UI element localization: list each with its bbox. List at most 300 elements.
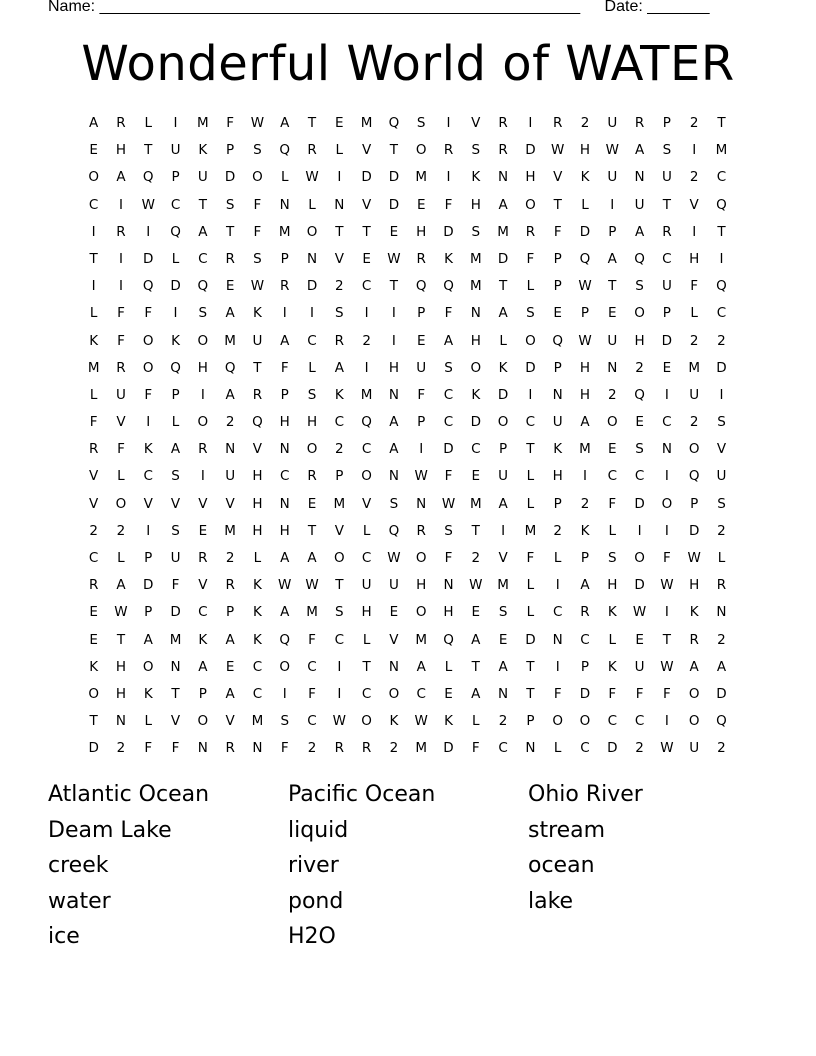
grid-letter[interactable]: N — [334, 196, 345, 213]
grid-letter[interactable]: M — [224, 522, 236, 539]
grid-letter[interactable]: H — [279, 522, 290, 539]
grid-letter[interactable]: K — [89, 332, 99, 349]
grid-letter[interactable]: L — [526, 604, 535, 621]
grid-letter[interactable]: 2 — [116, 522, 126, 539]
grid-letter[interactable]: U — [689, 386, 700, 403]
grid-letter[interactable]: Q — [716, 713, 727, 730]
grid-letter[interactable]: D — [88, 740, 99, 757]
grid-letter[interactable]: H — [115, 142, 127, 159]
grid-letter[interactable]: A — [416, 658, 426, 675]
grid-letter[interactable]: T — [498, 278, 508, 295]
grid-letter[interactable]: L — [444, 658, 453, 675]
grid-letter[interactable]: H — [252, 522, 263, 539]
grid-letter[interactable]: L — [553, 740, 562, 757]
grid-letter[interactable]: U — [607, 332, 618, 349]
grid-letter[interactable]: H — [252, 468, 263, 485]
grid-letter[interactable]: D — [361, 169, 372, 186]
grid-letter[interactable]: V — [116, 414, 126, 431]
grid-letter[interactable]: H — [579, 142, 591, 159]
grid-letter[interactable]: F — [444, 305, 453, 322]
grid-letter[interactable]: O — [525, 332, 536, 349]
grid-letter[interactable]: R — [225, 577, 235, 594]
grid-letter[interactable]: A — [116, 169, 126, 186]
grid-letter[interactable]: C — [443, 414, 454, 431]
grid-letter[interactable]: O — [497, 414, 509, 431]
grid-letter[interactable]: K — [444, 713, 453, 730]
grid-letter[interactable]: Q — [688, 468, 700, 485]
grid-letter[interactable]: I — [337, 685, 342, 702]
grid-letter[interactable]: S — [635, 441, 644, 458]
grid-letter[interactable]: F — [171, 577, 180, 594]
grid-letter[interactable]: R — [498, 115, 508, 131]
grid-letter[interactable]: D — [143, 250, 154, 267]
grid-letter[interactable]: A — [443, 332, 454, 349]
grid-letter[interactable]: O — [306, 441, 318, 458]
grid-letter[interactable]: S — [662, 142, 672, 159]
grid-letter[interactable]: Q — [716, 196, 727, 213]
grid-letter[interactable]: F — [526, 250, 535, 267]
grid-letter[interactable]: U — [607, 115, 618, 131]
grid-letter[interactable]: V — [361, 142, 372, 159]
grid-letter[interactable]: H — [388, 359, 399, 376]
grid-letter[interactable]: K — [198, 142, 208, 159]
grid-letter[interactable]: A — [198, 658, 208, 675]
grid-letter[interactable]: Q — [197, 278, 209, 295]
grid-letter[interactable]: K — [334, 386, 344, 403]
grid-letter[interactable]: Q — [142, 169, 154, 186]
grid-letter[interactable]: E — [307, 495, 317, 512]
grid-letter[interactable]: S — [389, 495, 399, 512]
grid-letter[interactable]: O — [688, 713, 700, 730]
grid-letter[interactable]: N — [388, 468, 399, 485]
grid-letter[interactable]: P — [526, 713, 535, 730]
grid-letter[interactable]: M — [306, 604, 318, 621]
grid-letter[interactable]: 2 — [389, 740, 399, 757]
grid-letter[interactable]: H — [470, 332, 481, 349]
grid-letter[interactable]: H — [197, 359, 208, 376]
grid-letter[interactable]: W — [250, 115, 265, 131]
grid-letter[interactable]: F — [526, 550, 535, 566]
grid-letter[interactable]: F — [663, 550, 671, 566]
grid-letter[interactable]: N — [388, 658, 399, 675]
grid-letter[interactable]: R — [416, 522, 426, 539]
grid-letter[interactable]: D — [634, 495, 645, 512]
grid-letter[interactable]: U — [225, 468, 236, 485]
grid-letter[interactable]: I — [419, 441, 424, 458]
grid-letter[interactable]: V — [198, 495, 208, 512]
grid-letter[interactable]: I — [118, 196, 123, 213]
grid-letter[interactable]: L — [89, 305, 98, 322]
grid-letter[interactable]: V — [89, 495, 99, 512]
grid-letter[interactable]: V — [170, 495, 181, 512]
grid-letter[interactable]: Q — [388, 115, 400, 131]
grid-letter[interactable]: 2 — [307, 740, 317, 757]
grid-letter[interactable]: F — [663, 685, 671, 702]
grid-letter[interactable]: P — [608, 223, 617, 240]
grid-letter[interactable]: E — [471, 468, 481, 485]
grid-letter[interactable]: O — [361, 713, 372, 730]
grid-letter[interactable]: 2 — [607, 386, 617, 403]
grid-letter[interactable]: N — [279, 441, 290, 458]
grid-letter[interactable]: V — [716, 441, 727, 458]
grid-letter[interactable]: E — [335, 115, 344, 131]
grid-letter[interactable]: Q — [170, 359, 181, 376]
grid-letter[interactable]: C — [634, 713, 645, 730]
grid-letter[interactable]: 2 — [116, 740, 126, 757]
grid-letter[interactable]: C — [716, 305, 727, 322]
grid-letter[interactable]: A — [225, 631, 235, 648]
grid-letter[interactable]: D — [388, 169, 400, 186]
grid-letter[interactable]: I — [118, 278, 123, 295]
grid-letter[interactable]: L — [472, 713, 480, 730]
grid-letter[interactable]: M — [169, 631, 182, 648]
grid-letter[interactable]: D — [388, 196, 400, 213]
grid-letter[interactable]: M — [497, 223, 509, 240]
grid-letter[interactable]: A — [225, 685, 235, 702]
grid-letter[interactable]: 2 — [717, 332, 726, 349]
grid-letter[interactable]: A — [389, 441, 399, 458]
grid-letter[interactable]: C — [580, 631, 590, 648]
grid-letter[interactable]: U — [116, 386, 126, 403]
grid-letter[interactable]: A — [334, 359, 344, 376]
grid-letter[interactable]: C — [361, 278, 372, 295]
grid-letter[interactable]: P — [280, 386, 289, 403]
grid-letter[interactable]: O — [470, 359, 482, 376]
grid-letter[interactable]: C — [252, 685, 263, 702]
grid-letter[interactable]: R — [334, 332, 345, 349]
grid-letter[interactable]: N — [607, 359, 618, 376]
grid-letter[interactable]: M — [469, 250, 482, 267]
grid-letter[interactable]: R — [498, 142, 508, 159]
grid-letter[interactable]: D — [607, 740, 618, 757]
grid-letter[interactable]: U — [498, 468, 509, 485]
grid-letter[interactable]: T — [226, 223, 235, 240]
grid-letter[interactable]: I — [310, 305, 315, 322]
grid-letter[interactable]: S — [416, 115, 426, 131]
grid-letter[interactable]: I — [664, 713, 669, 730]
grid-letter[interactable]: U — [634, 658, 645, 675]
grid-letter[interactable]: H — [525, 169, 536, 186]
grid-letter[interactable]: T — [608, 278, 617, 295]
grid-letter[interactable]: K — [689, 604, 699, 621]
grid-letter[interactable]: T — [553, 196, 562, 213]
grid-letter[interactable]: P — [171, 169, 180, 186]
grid-letter[interactable]: H — [416, 577, 427, 594]
grid-letter[interactable]: I — [282, 305, 287, 322]
grid-letter[interactable]: E — [416, 332, 426, 349]
grid-letter[interactable]: R — [443, 142, 454, 159]
grid-letter[interactable]: C — [307, 332, 317, 349]
grid-letter[interactable]: T — [116, 631, 126, 648]
grid-letter[interactable]: I — [555, 658, 560, 675]
grid-letter[interactable]: M — [224, 332, 236, 349]
grid-letter[interactable]: W — [578, 332, 592, 349]
grid-letter[interactable]: A — [280, 550, 290, 566]
grid-letter[interactable]: V — [225, 495, 235, 512]
grid-letter[interactable]: 2 — [471, 550, 481, 566]
grid-letter[interactable]: E — [471, 604, 481, 621]
grid-letter[interactable]: C — [634, 468, 645, 485]
grid-letter[interactable]: Q — [443, 278, 454, 295]
grid-letter[interactable]: A — [498, 658, 508, 675]
grid-letter[interactable]: T — [307, 522, 317, 539]
grid-letter[interactable]: T — [471, 658, 480, 675]
grid-letter[interactable]: C — [307, 713, 317, 730]
grid-letter[interactable]: L — [117, 550, 125, 566]
grid-letter[interactable]: E — [608, 305, 617, 322]
grid-letter[interactable]: T — [144, 142, 153, 159]
grid-letter[interactable]: D — [634, 577, 645, 594]
grid-letter[interactable]: V — [225, 713, 235, 730]
grid-letter[interactable]: V — [334, 522, 344, 539]
grid-letter[interactable]: N — [634, 169, 645, 186]
grid-letter[interactable]: P — [198, 685, 207, 702]
grid-letter[interactable]: K — [253, 604, 262, 621]
grid-letter[interactable]: L — [171, 250, 180, 267]
grid-letter[interactable]: E — [225, 658, 235, 675]
grid-letter[interactable]: W — [332, 713, 346, 730]
grid-letter[interactable]: W — [551, 142, 565, 159]
grid-letter[interactable]: O — [197, 414, 209, 431]
grid-letter[interactable]: T — [89, 250, 98, 267]
grid-letter[interactable]: F — [444, 196, 453, 213]
grid-letter[interactable]: N — [115, 713, 126, 730]
grid-letter[interactable]: K — [389, 713, 399, 730]
grid-letter[interactable]: L — [581, 196, 589, 213]
grid-letter[interactable]: F — [144, 305, 153, 322]
grid-letter[interactable]: I — [719, 250, 724, 267]
grid-letter[interactable]: P — [417, 305, 426, 322]
grid-letter[interactable]: C — [361, 550, 372, 566]
grid-letter[interactable]: K — [580, 522, 590, 539]
grid-letter[interactable]: E — [389, 223, 399, 240]
grid-letter[interactable]: E — [89, 604, 98, 621]
grid-letter[interactable]: D — [661, 332, 673, 349]
grid-letter[interactable]: 2 — [717, 631, 726, 648]
grid-letter[interactable]: 2 — [717, 522, 726, 539]
grid-letter[interactable]: W — [305, 577, 319, 594]
grid-letter[interactable]: L — [526, 278, 535, 295]
grid-letter[interactable]: R — [307, 142, 317, 159]
grid-letter[interactable]: N — [388, 386, 399, 403]
grid-letter[interactable]: S — [471, 142, 481, 159]
grid-letter[interactable]: 2 — [225, 414, 235, 431]
grid-letter[interactable]: R — [225, 250, 235, 267]
grid-letter[interactable]: E — [362, 250, 371, 267]
grid-letter[interactable]: M — [415, 740, 428, 757]
grid-letter[interactable]: H — [306, 414, 318, 431]
grid-letter[interactable]: H — [470, 196, 481, 213]
grid-letter[interactable]: K — [143, 441, 153, 458]
grid-letter[interactable]: T — [662, 196, 671, 213]
grid-letter[interactable]: C — [361, 685, 372, 702]
grid-letter[interactable]: C — [580, 740, 590, 757]
grid-letter[interactable]: R — [116, 359, 126, 376]
grid-letter[interactable]: 2 — [498, 713, 508, 730]
grid-letter[interactable]: I — [173, 305, 178, 322]
grid-letter[interactable]: K — [89, 658, 99, 675]
grid-letter[interactable]: E — [608, 441, 617, 458]
grid-letter[interactable]: 2 — [635, 740, 644, 757]
grid-letter[interactable]: K — [143, 685, 153, 702]
grid-letter[interactable]: N — [525, 740, 536, 757]
grid-letter[interactable]: F — [608, 495, 617, 512]
grid-letter[interactable]: S — [253, 250, 262, 267]
grid-letter[interactable]: V — [89, 468, 99, 485]
grid-letter[interactable]: D — [170, 604, 181, 621]
grid-letter[interactable]: O — [415, 604, 427, 621]
grid-letter[interactable]: V — [471, 115, 481, 131]
grid-letter[interactable]: 2 — [362, 332, 371, 349]
grid-letter[interactable]: I — [391, 305, 396, 322]
grid-letter[interactable]: D — [525, 359, 536, 376]
grid-letter[interactable]: O — [361, 468, 372, 485]
grid-letter[interactable]: D — [306, 278, 318, 295]
grid-letter[interactable]: A — [580, 414, 590, 431]
grid-letter[interactable]: P — [335, 468, 344, 485]
grid-letter[interactable]: E — [635, 414, 644, 431]
grid-letter[interactable]: Q — [634, 386, 645, 403]
grid-letter[interactable]: A — [280, 604, 290, 621]
grid-letter[interactable]: W — [387, 550, 401, 566]
grid-letter[interactable]: D — [716, 359, 727, 376]
grid-letter[interactable]: M — [197, 115, 209, 131]
grid-letter[interactable]: S — [225, 196, 235, 213]
grid-letter[interactable]: F — [444, 550, 453, 566]
grid-letter[interactable]: L — [553, 550, 562, 566]
grid-letter[interactable]: I — [501, 522, 506, 539]
grid-letter[interactable]: U — [170, 142, 181, 159]
grid-letter[interactable]: W — [578, 278, 592, 295]
grid-letter[interactable]: R — [689, 631, 699, 648]
grid-letter[interactable]: L — [253, 550, 262, 566]
grid-letter[interactable]: K — [607, 658, 617, 675]
grid-letter[interactable]: E — [416, 196, 426, 213]
grid-letter[interactable]: M — [278, 223, 291, 240]
grid-letter[interactable]: K — [471, 386, 481, 403]
grid-letter[interactable]: N — [279, 495, 290, 512]
grid-letter[interactable]: D — [224, 169, 236, 186]
grid-letter[interactable]: U — [607, 169, 618, 186]
grid-letter[interactable]: T — [362, 223, 371, 240]
grid-letter[interactable]: U — [416, 359, 427, 376]
grid-letter[interactable]: F — [144, 386, 153, 403]
grid-letter[interactable]: V — [361, 495, 372, 512]
grid-letter[interactable]: Q — [634, 250, 645, 267]
grid-letter[interactable]: Q — [388, 522, 400, 539]
grid-letter[interactable]: C — [280, 468, 290, 485]
grid-letter[interactable]: R — [553, 115, 563, 131]
grid-letter[interactable]: W — [114, 604, 128, 621]
grid-letter[interactable]: N — [197, 740, 208, 757]
grid-letter[interactable]: L — [717, 550, 726, 566]
grid-letter[interactable]: T — [526, 441, 535, 458]
grid-letter[interactable]: O — [388, 685, 400, 702]
grid-letter[interactable]: S — [498, 604, 508, 621]
grid-letter[interactable]: A — [607, 250, 617, 267]
grid-letter[interactable]: C — [88, 550, 99, 566]
grid-letter[interactable]: L — [308, 196, 316, 213]
grid-letter[interactable]: L — [308, 359, 316, 376]
grid-letter[interactable]: I — [555, 577, 560, 594]
grid-letter[interactable]: I — [719, 386, 724, 403]
grid-letter[interactable]: O — [142, 359, 154, 376]
grid-letter[interactable]: K — [471, 169, 481, 186]
grid-letter[interactable]: F — [117, 305, 125, 322]
grid-letter[interactable]: F — [553, 223, 562, 240]
grid-letter[interactable]: Q — [279, 142, 291, 159]
grid-letter[interactable]: K — [498, 359, 508, 376]
grid-letter[interactable]: L — [335, 142, 344, 159]
grid-letter[interactable]: O — [661, 495, 673, 512]
grid-letter[interactable]: 2 — [689, 115, 699, 131]
grid-letter[interactable]: H — [416, 223, 427, 240]
grid-letter[interactable]: W — [141, 196, 155, 213]
grid-letter[interactable]: 2 — [335, 441, 344, 458]
grid-letter[interactable]: C — [607, 468, 617, 485]
grid-letter[interactable]: I — [146, 522, 151, 539]
grid-letter[interactable]: S — [608, 550, 617, 566]
grid-letter[interactable]: D — [170, 278, 181, 295]
grid-letter[interactable]: I — [146, 414, 151, 431]
grid-letter[interactable]: O — [634, 550, 645, 566]
grid-letter[interactable]: W — [469, 577, 483, 594]
grid-letter[interactable]: Q — [279, 631, 291, 648]
grid-letter[interactable]: U — [634, 196, 645, 213]
grid-letter[interactable]: 2 — [335, 278, 344, 295]
grid-letter[interactable]: I — [664, 522, 669, 539]
grid-letter[interactable]: P — [580, 550, 590, 566]
grid-letter[interactable]: S — [253, 142, 262, 159]
grid-letter[interactable]: R — [116, 223, 126, 240]
grid-letter[interactable]: T — [362, 658, 371, 675]
grid-letter[interactable]: P — [553, 359, 562, 376]
grid-letter[interactable]: W — [387, 250, 401, 267]
grid-letter[interactable]: S — [471, 223, 481, 240]
grid-letter[interactable]: A — [471, 631, 481, 648]
grid-letter[interactable]: N — [498, 169, 509, 186]
grid-letter[interactable]: U — [689, 740, 700, 757]
grid-letter[interactable]: C — [170, 196, 181, 213]
grid-letter[interactable]: A — [280, 332, 290, 349]
grid-letter[interactable]: T — [389, 142, 399, 159]
grid-letter[interactable]: C — [361, 441, 372, 458]
grid-letter[interactable]: H — [689, 577, 700, 594]
grid-letter[interactable]: S — [526, 305, 535, 322]
grid-letter[interactable]: U — [552, 414, 563, 431]
grid-letter[interactable]: M — [715, 142, 728, 159]
grid-letter[interactable]: F — [690, 278, 699, 295]
grid-letter[interactable]: E — [444, 685, 453, 702]
grid-letter[interactable]: K — [253, 305, 262, 322]
grid-letter[interactable]: K — [607, 604, 617, 621]
grid-letter[interactable]: F — [608, 685, 617, 702]
grid-letter[interactable]: F — [144, 740, 153, 757]
grid-letter[interactable]: C — [143, 468, 153, 485]
grid-letter[interactable]: A — [280, 115, 290, 131]
grid-letter[interactable]: F — [553, 685, 562, 702]
grid-letter[interactable]: P — [553, 250, 562, 267]
grid-letter[interactable]: K — [553, 441, 563, 458]
grid-letter[interactable]: A — [689, 658, 699, 675]
grid-letter[interactable]: A — [634, 223, 645, 240]
grid-letter[interactable]: C — [198, 604, 208, 621]
grid-letter[interactable]: E — [553, 305, 562, 322]
grid-letter[interactable]: Q — [170, 223, 181, 240]
grid-letter[interactable]: F — [471, 740, 480, 757]
grid-letter[interactable]: D — [579, 685, 591, 702]
grid-letter[interactable]: P — [144, 550, 153, 566]
